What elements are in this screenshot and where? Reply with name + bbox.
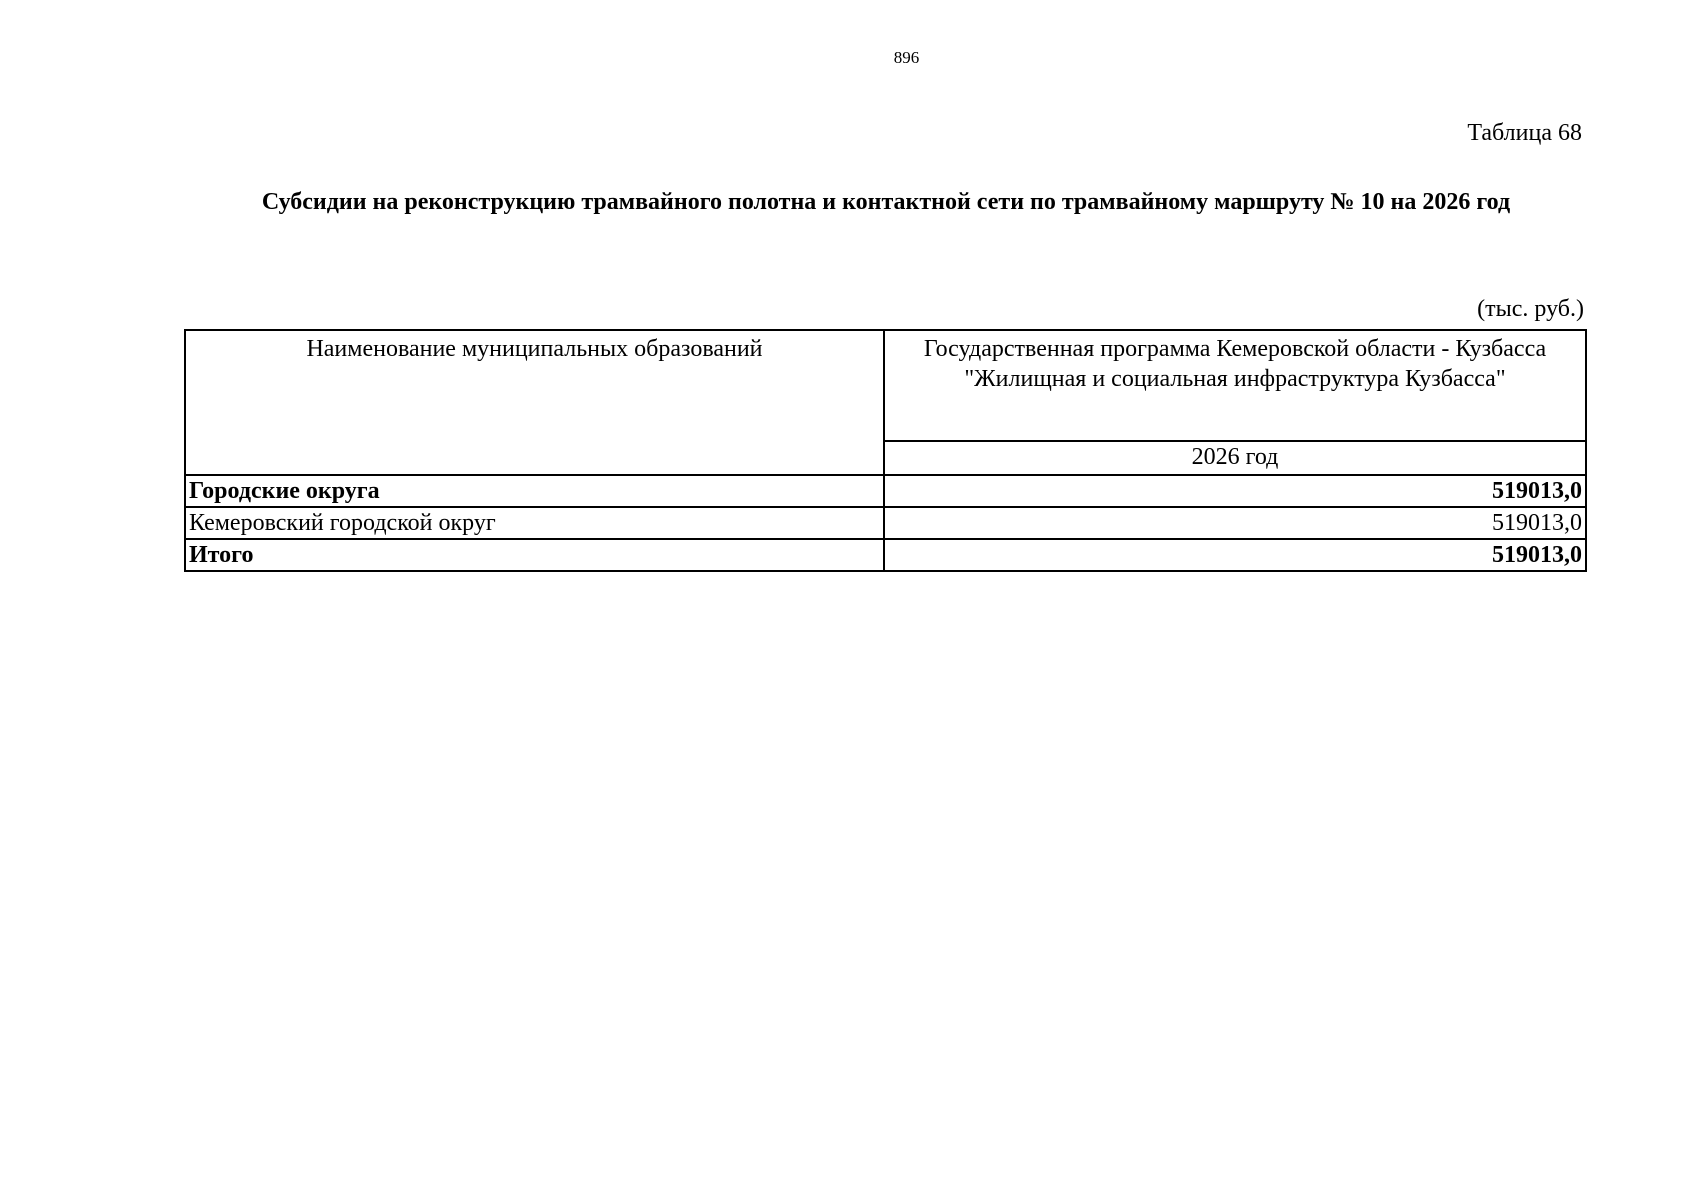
header-name-label: Наименование муниципальных образований (306, 336, 763, 362)
row-name-kemerovo: Кемеровский городской округ (185, 507, 884, 539)
units-label: (тыс. руб.) (1477, 296, 1584, 322)
row-name-municipal-districts: Городские округа (185, 475, 884, 507)
table-row (185, 507, 1586, 539)
table-row (185, 475, 1586, 507)
page-number: 896 (893, 48, 920, 67)
header-name-column (185, 330, 884, 475)
row-name-total: Итого (185, 539, 884, 571)
table-header-row (185, 330, 1586, 441)
row-value-municipal-districts: 519013,0 (884, 475, 1586, 507)
row-value-kemerovo: 519013,0 (884, 507, 1586, 539)
header-program-column (884, 330, 1586, 441)
table-label: Таблица 68 (1467, 120, 1582, 146)
document-title: Субсидии на реконструкцию трамвайного полотна и контактной сети по трамвайному маршруту № 10 на 2026 год (261, 189, 1511, 215)
table-row (185, 539, 1586, 571)
header-program-line2: "Жилищная и социальная инфраструктура Кузбасса" (964, 366, 1506, 392)
header-year: 2026 год (884, 441, 1586, 475)
subsidy-table (184, 329, 1587, 572)
header-program-line1: Государственная программа Кемеровской области - Кузбасса (923, 336, 1547, 362)
row-value-total: 519013,0 (884, 539, 1586, 571)
